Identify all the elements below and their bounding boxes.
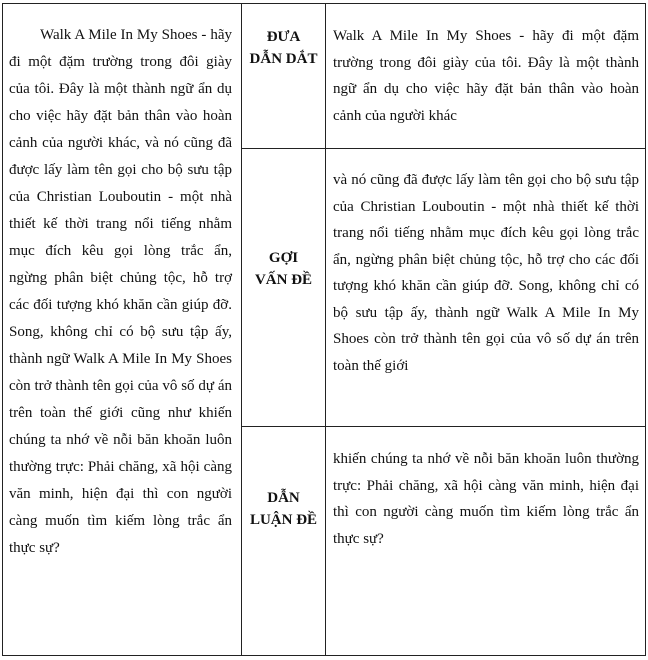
heading-line-1: GỢI [268,250,299,266]
heading-line-2: VẤN ĐỀ [254,272,313,288]
table-border-top [2,3,646,4]
heading-line-2: LUẬN ĐỀ [249,512,318,528]
heading-line-2: DẪN DẮT [249,51,318,67]
row-heading-dan-luan-de [242,487,325,531]
column-divider-2 [325,3,326,656]
column-divider-1 [241,3,242,656]
row-heading-goi-van-de [242,247,325,291]
content-dan-dat: Walk A Mile In My Shoes - hãy đi một đặm trường trong đôi giày của tôi. Đây là một thành ngữ ẩn dụ cho việc hãy đặt bản thân vào hoàn cảnh của người khác [333,28,639,124]
row-content-dan-dat [333,23,639,129]
content-goi-van-de: và nó cũng đã được lấy làm tên gọi cho bộ sưu tập của Christian Louboutin - một nhà thiết kế thời trang nổi tiếng nhằm mục đích kêu gọi lòng trắc ẩn, ngừng phân biệt chủng tộc, hỗ trợ cho các đối tượng khó khăn cần giúp đỡ. Song, không chỉ có bộ sưu tập ấy, thành ngữ Walk A Mile In My Shoes còn trở thành tên gọi của vô số dự án trên toàn thế giới [333,172,639,374]
row-heading-dan-dat [242,26,325,70]
content-dan-luan-de: khiến chúng ta nhớ về nỗi băn khoăn luôn thường trực: Phải chăng, xã hội càng văn minh, hiện đại thì con người càng muốn tìm kiếm lòng trắc ẩn thực sự? [333,451,639,547]
left-column-cell [9,22,232,562]
row-content-goi-van-de [333,167,639,379]
row-divider-2 [241,426,646,427]
heading-line-1: DẪN [267,490,300,506]
table-border-left [2,3,3,656]
table-border-right [645,3,646,656]
row-divider-1 [241,148,646,149]
table-border-bottom [2,655,646,656]
row-content-dan-luan-de [333,446,639,552]
heading-line-1: ĐƯA [266,29,301,45]
essay-intro-paragraph: Walk A Mile In My Shoes - hãy đi một đặm trường trong đôi giày của tôi. Đây là một thành ngữ ẩn dụ cho việc hãy đặt bản thân vào hoàn cảnh của người khác, và nó cũng đã được lấy làm tên gọi cho bộ sưu tập của Christian Louboutin - một nhà thiết kế thời trang nổi tiếng nhằm mục đích kêu gọi lòng trắc ẩn, ngừng phân biệt chủng tộc, hỗ trợ các đối tượng khó khăn cần giúp đỡ. Song, không chỉ có bộ sưu tập ấy, thành ngữ Walk A Mile In My Shoes còn trở thành tên gọi của vô số dự án trên toàn thế giới cũng như khiến chúng ta nhớ về nỗi băn khoăn luôn thường trực: Phải chăng, xã hội càng văn minh, hiện đại thì con người càng muốn tìm kiếm lòng trắc ẩn thực sự? [9,27,232,556]
